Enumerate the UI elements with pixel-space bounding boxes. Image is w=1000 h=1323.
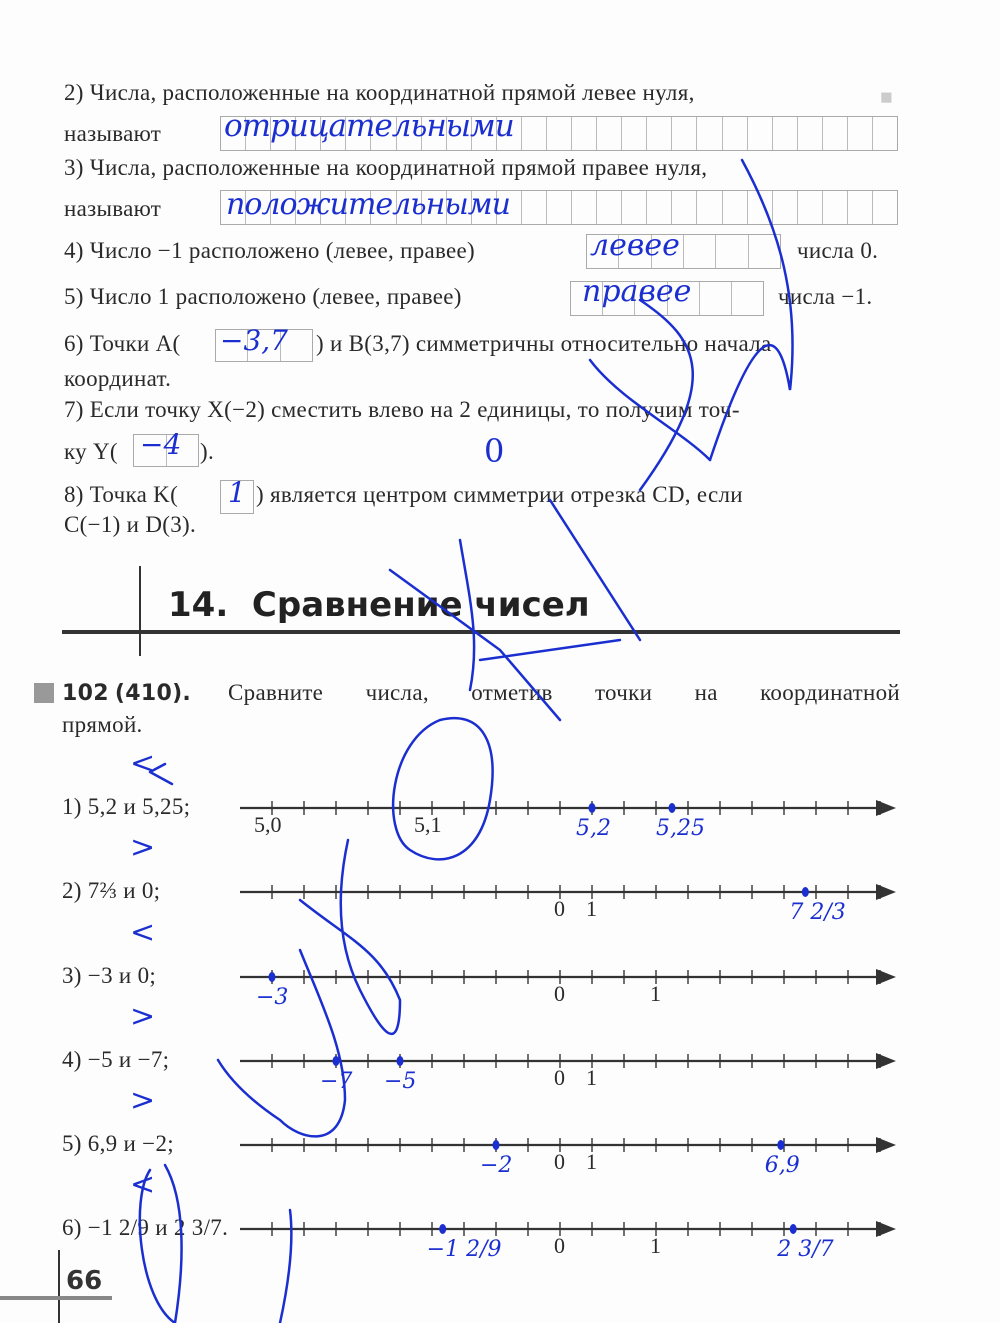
row-label: 4) −5 и −7; xyxy=(62,1047,170,1072)
answer-cell xyxy=(823,191,848,224)
answer-cell xyxy=(798,117,823,150)
answer-cell xyxy=(732,282,763,315)
page-number: 66 xyxy=(66,1266,103,1296)
marked-point xyxy=(790,1224,797,1234)
axis-arrow-icon xyxy=(876,969,896,985)
item-3-line2: называют xyxy=(64,196,162,221)
answer-cell xyxy=(672,191,697,224)
answer-cell xyxy=(647,117,672,150)
heading-vertical-rule xyxy=(139,566,141,656)
point-label: 2 3/7 xyxy=(777,1237,834,1262)
exercise-marker-icon xyxy=(34,683,54,703)
answer-cell xyxy=(748,191,773,224)
marked-point xyxy=(493,1140,500,1150)
point-label: 7 2/3 xyxy=(789,900,846,925)
axis-tick-label: 0 xyxy=(554,1233,565,1258)
answer-cell xyxy=(597,191,622,224)
axis-tick-label: 0 xyxy=(554,981,565,1006)
comparison-sign: > xyxy=(130,999,156,1034)
answer-2: отрицательными xyxy=(224,108,514,144)
row-label: 5) 6,9 и −2; xyxy=(62,1131,174,1156)
axis-tick-label: 0 xyxy=(554,1065,565,1090)
answer-cell xyxy=(547,191,572,224)
exercise-ref: (410). xyxy=(114,681,192,706)
page-footer-bar xyxy=(0,1296,112,1300)
item-2-line2: называют xyxy=(64,121,162,146)
section-heading xyxy=(168,585,590,625)
axis-arrow-icon xyxy=(876,1137,896,1153)
exercise-number: 102 xyxy=(62,681,109,706)
heading-underline xyxy=(62,630,900,634)
answer-cell xyxy=(716,235,748,268)
item-7-suffix: ). xyxy=(200,439,215,464)
row-label: 1) 5,2 и 5,25; xyxy=(62,794,191,819)
answer-cell xyxy=(723,117,748,150)
axis-tick-label: 1 xyxy=(586,1065,597,1090)
point-label: −2 xyxy=(480,1153,513,1178)
stray-zero-mark: 0 xyxy=(484,432,505,470)
item-4-suffix: числа 0. xyxy=(797,238,879,263)
comparison-sign: < xyxy=(130,746,156,781)
row-label: 2) 7⅔ и 0; xyxy=(62,878,161,903)
answer-cell xyxy=(773,191,798,224)
answer-cell xyxy=(749,235,780,268)
answer-cell xyxy=(547,117,572,150)
scribble-stroke xyxy=(480,640,620,660)
answer-cell xyxy=(522,191,547,224)
point-label: −7 xyxy=(320,1069,353,1094)
scribble-stroke xyxy=(640,300,693,490)
axis-tick-label: 5,1 xyxy=(414,812,442,837)
item-7-line1: 7) Если точку X(−2) сместить влево на 2 единицы, то получим точ- xyxy=(64,397,740,422)
marked-point xyxy=(333,1056,340,1066)
answer-4: левее xyxy=(590,228,680,263)
number-line xyxy=(240,957,940,997)
point-label: 5,25 xyxy=(656,816,705,841)
axis-arrow-icon xyxy=(876,884,896,900)
axis-tick-label: 1 xyxy=(586,896,597,921)
scribble-stroke xyxy=(300,840,400,1034)
comparison-sign: < xyxy=(130,1167,156,1202)
item-5-suffix: числа −1. xyxy=(778,284,873,309)
page-number-rule xyxy=(58,1250,60,1323)
section-title: Сравнение чисел xyxy=(251,585,590,625)
answer-cell xyxy=(572,191,597,224)
item-6-prefix: 6) Точки A( xyxy=(64,331,181,356)
answer-cell xyxy=(622,117,647,150)
item-5-prefix: 5) Число 1 расположено (левее, правее) xyxy=(64,284,462,309)
point-label: −3 xyxy=(255,985,289,1010)
axis-tick-label: 5,0 xyxy=(254,812,282,837)
item-4-prefix: 4) Число −1 расположено (левее, правее) xyxy=(64,238,476,263)
answer-cell xyxy=(823,117,848,150)
comparison-sign: < xyxy=(130,915,156,950)
section-number: 14. xyxy=(168,585,229,625)
answer-3: положительными xyxy=(226,187,510,222)
axis-tick-label: 0 xyxy=(554,1149,565,1174)
comparison-sign: > xyxy=(130,1083,156,1118)
point-label: 6,9 xyxy=(764,1153,800,1178)
answer-cell xyxy=(572,117,597,150)
axis-arrow-icon xyxy=(876,1053,896,1069)
item-3-line1: 3) Числа, расположенные на координатной прямой правее нуля, xyxy=(64,155,708,180)
answer-cell xyxy=(748,117,773,150)
number-line xyxy=(240,1209,940,1249)
item-8-line2: C(−1) и D(3). xyxy=(64,512,197,537)
point-label: −1 2/9 xyxy=(426,1237,502,1262)
axis-arrow-icon xyxy=(876,800,896,816)
axis-tick-label: 1 xyxy=(586,1149,597,1174)
marked-point xyxy=(669,803,676,813)
answer-cell xyxy=(873,191,897,224)
answer-cell xyxy=(622,191,647,224)
marked-point xyxy=(268,972,275,982)
item-8-suffix: ) является центром симметрии отрезка CD, если xyxy=(256,482,743,507)
exercise-102-line1 xyxy=(62,680,900,706)
marked-point xyxy=(439,1224,446,1234)
answer-8: 1 xyxy=(228,476,246,509)
item-8-prefix: 8) Точка K( xyxy=(64,482,179,507)
answer-cell xyxy=(700,282,732,315)
marked-point xyxy=(397,1056,404,1066)
axis-tick-label: 1 xyxy=(650,1233,661,1258)
marked-point xyxy=(802,887,809,897)
answer-cell xyxy=(773,117,798,150)
exercise-102-text: Сравните числа, отметив точки на координатной xyxy=(228,680,900,705)
axis-tick-label: 0 xyxy=(554,896,565,921)
exercise-102-line2: прямой. xyxy=(62,712,143,737)
row-label: 6) −1 2/9 и 2 3/7. xyxy=(62,1215,229,1240)
item-2-line1: 2) Числа, расположенные на координатной прямой левее нуля, xyxy=(64,80,695,105)
marked-point xyxy=(589,803,596,813)
answer-6: −3,7 xyxy=(220,324,288,357)
show-through-text: ■ xyxy=(880,85,893,109)
answer-cell xyxy=(597,117,622,150)
item-7-prefix: ку Y( xyxy=(64,439,118,464)
answer-cell xyxy=(723,191,748,224)
axis-tick-label: 1 xyxy=(650,981,661,1006)
axis-arrow-icon xyxy=(876,1221,896,1237)
answer-5: правее xyxy=(582,274,692,309)
point-label: 5,2 xyxy=(576,816,611,841)
item-6-suffix: ) и B(3,7) симметричны относительно начала xyxy=(316,331,772,356)
answer-cell xyxy=(697,191,722,224)
marked-point xyxy=(777,1140,784,1150)
point-label: −5 xyxy=(384,1069,417,1094)
answer-cell xyxy=(684,235,716,268)
comparison-sign: > xyxy=(130,830,156,865)
number-line xyxy=(240,788,940,828)
answer-cell xyxy=(697,117,722,150)
answer-cell xyxy=(672,117,697,150)
answer-cell xyxy=(522,117,547,150)
answer-cell xyxy=(798,191,823,224)
answer-cell xyxy=(647,191,672,224)
answer-7: −4 xyxy=(140,428,182,461)
row-label: 3) −3 и 0; xyxy=(62,963,157,988)
answer-cell xyxy=(848,117,873,150)
answer-cell xyxy=(848,191,873,224)
answer-cell xyxy=(873,117,897,150)
item-6-line2: координат. xyxy=(64,366,172,391)
